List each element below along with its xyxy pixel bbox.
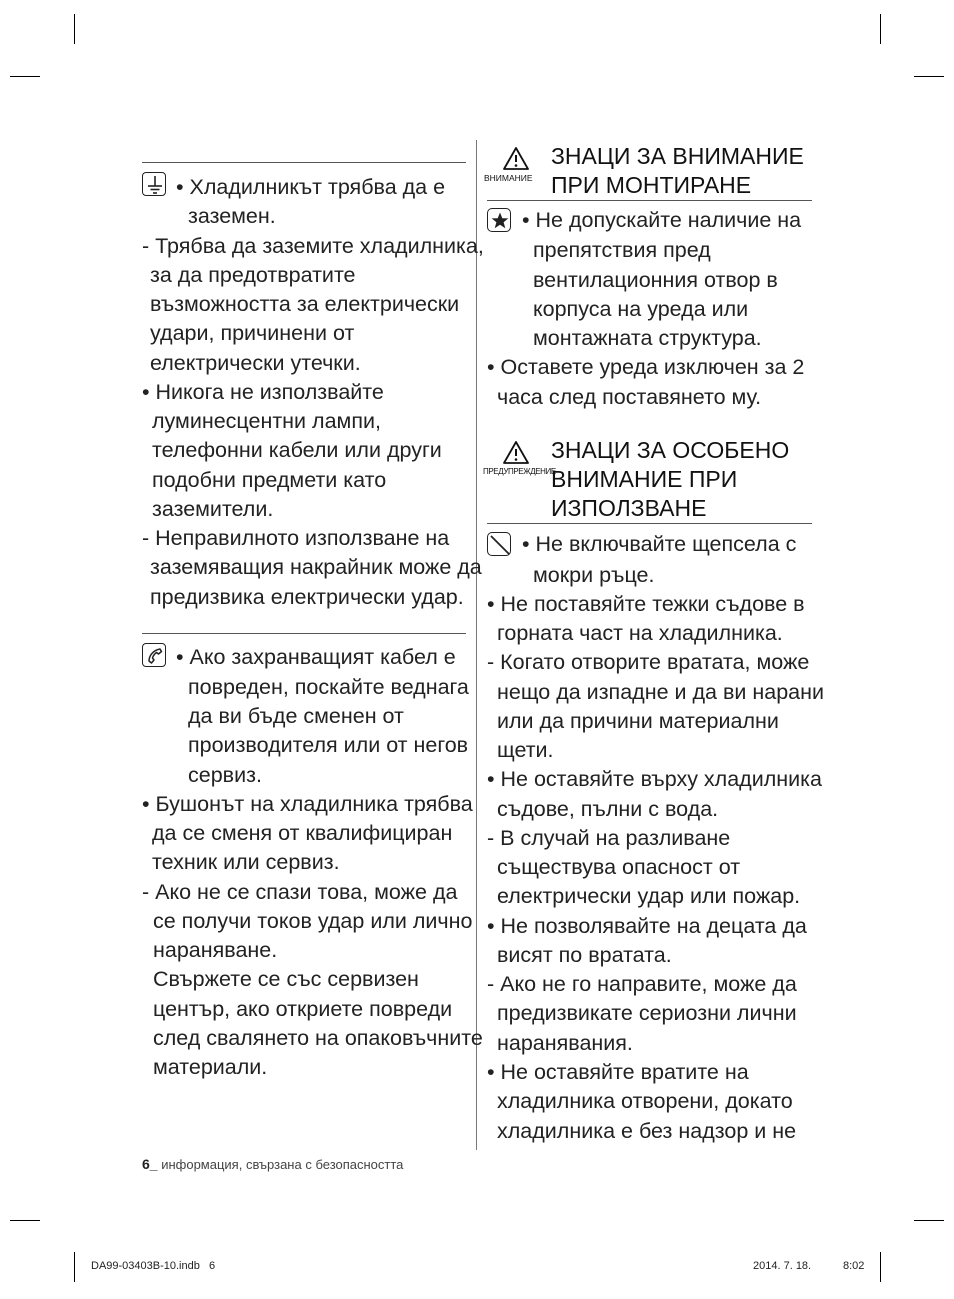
crop-mark bbox=[914, 76, 944, 77]
text-line: производителя или от негов bbox=[188, 733, 469, 757]
text-line: Свържете се със сервизен bbox=[153, 967, 419, 991]
print-file: DA99-03403B-10.indb 6 bbox=[91, 1260, 216, 1272]
text-line: нараняване. bbox=[153, 938, 278, 962]
text-line: - Трябва да заземите хладилника, bbox=[142, 234, 484, 258]
section-rule bbox=[487, 523, 812, 524]
text-line: заземен. bbox=[188, 204, 276, 228]
text-line: заземители. bbox=[152, 497, 274, 521]
text-line: се получи токов удар или лично bbox=[153, 909, 473, 933]
text-line: - Неправилното използване на bbox=[142, 526, 450, 550]
column-divider bbox=[476, 140, 477, 1150]
page-footer bbox=[142, 1156, 403, 1172]
section-heading: ЗНАЦИ ЗА ВНИМАНИЕ bbox=[551, 143, 804, 169]
star-icon bbox=[487, 208, 511, 232]
text-line: - В случай на разливане bbox=[487, 826, 731, 850]
crop-mark bbox=[880, 14, 881, 44]
text-line: часа след поставянето му. bbox=[497, 385, 762, 409]
phone-icon bbox=[142, 643, 166, 667]
warning-label: ПРЕДУПРЕЖДЕНИЕ bbox=[483, 467, 556, 476]
page-number: 6_ bbox=[142, 1156, 158, 1172]
text-line: електрически утечки. bbox=[150, 351, 361, 375]
text-line: хладилника отворени, докато bbox=[497, 1089, 793, 1113]
text-line: луминесцентни лампи, bbox=[152, 409, 381, 433]
text-line: вентилационния отвор в bbox=[533, 268, 778, 292]
text-line: да се сменя от квалифициран bbox=[152, 821, 453, 845]
crop-mark bbox=[74, 1252, 75, 1282]
text-line: наранявания. bbox=[497, 1031, 633, 1055]
text-line: електрически удар или пожар. bbox=[497, 884, 801, 908]
text-line: заземяващия накрайник може да bbox=[150, 555, 482, 579]
text-line: щети. bbox=[497, 738, 554, 762]
text-line: подобни предмети като bbox=[152, 468, 387, 492]
crop-mark bbox=[10, 76, 40, 77]
text-line: • Бушонът на хладилника трябва bbox=[142, 792, 473, 816]
text-line: • Не оставяйте върху хладилника bbox=[487, 767, 823, 791]
section-rule bbox=[142, 633, 466, 634]
text-line: център, ако откриете повреди bbox=[153, 997, 453, 1021]
text-line: за да предотвратите bbox=[150, 263, 356, 287]
text-line: корпуса на уреда или bbox=[533, 297, 749, 321]
text-line: или да причини материални bbox=[497, 709, 779, 733]
warning-label: ВНИМАНИЕ bbox=[484, 173, 533, 183]
text-line: • Не поставяйте тежки съдове в bbox=[487, 592, 805, 616]
warning-triangle-icon bbox=[502, 146, 530, 176]
ground-icon bbox=[142, 172, 166, 196]
text-line: хладилника е без надзор и не bbox=[497, 1119, 797, 1143]
crop-mark bbox=[10, 1220, 40, 1221]
text-line: предизвика електрически удар. bbox=[150, 585, 464, 609]
text-line: повреден, поскайте веднага bbox=[188, 675, 469, 699]
section-heading: ИЗПОЛЗВАНЕ bbox=[551, 495, 707, 521]
warning-triangle-icon bbox=[502, 440, 530, 470]
text-line: • Не включвайте щепсела с bbox=[522, 532, 797, 556]
text-line: висят по вратата. bbox=[497, 943, 672, 967]
text-line: сервиз. bbox=[188, 763, 262, 787]
text-line: монтажната структура. bbox=[533, 326, 762, 350]
text-line: - Когато отворите вратата, може bbox=[487, 650, 810, 674]
text-line: съществува опасност от bbox=[497, 855, 741, 879]
footer-section-title: информация, свързана с безопасността bbox=[161, 1157, 404, 1172]
section-heading: ПРИ МОНТИРАНЕ bbox=[551, 172, 752, 198]
text-line: нещо да изпадне и да ви нарани bbox=[497, 680, 824, 704]
text-line: удари, причинени от bbox=[150, 321, 355, 345]
text-line: • Не допускайте наличие на bbox=[522, 208, 802, 232]
text-line: съдове, пълни с вода. bbox=[497, 797, 719, 821]
text-line: възможността за електрически bbox=[150, 292, 460, 316]
section-heading: ЗНАЦИ ЗА ОСОБЕНО bbox=[551, 437, 790, 463]
text-line: • Никога не използвайте bbox=[142, 380, 384, 404]
section-heading: ВНИМАНИЕ ПРИ bbox=[551, 466, 738, 492]
text-line: телефонни кабели или други bbox=[152, 438, 442, 462]
text-line: • Не оставяйте вратите на bbox=[487, 1060, 749, 1084]
text-line: - Ако не го направите, може да bbox=[487, 972, 797, 996]
text-line: мокри ръце. bbox=[533, 563, 655, 587]
print-date: 2014. 7. 18. bbox=[753, 1260, 812, 1272]
text-line: да ви бъде сменен от bbox=[188, 704, 404, 728]
crop-mark bbox=[880, 1252, 881, 1282]
print-time: 8:02 bbox=[843, 1260, 865, 1272]
text-line: • Хладилникът трябва да е bbox=[176, 175, 446, 199]
text-line: след свалянето на опаковъчните bbox=[153, 1026, 483, 1050]
section-rule bbox=[142, 162, 466, 163]
text-line: горната част на хладилника. bbox=[497, 621, 783, 645]
text-line: - Ако не се спази това, може да bbox=[142, 880, 458, 904]
text-line: предизвикате сериозни лични bbox=[497, 1001, 797, 1025]
prohibited-icon bbox=[487, 532, 511, 556]
crop-mark bbox=[914, 1220, 944, 1221]
crop-mark bbox=[74, 14, 75, 44]
text-line: • Не позволявайте на децата да bbox=[487, 914, 807, 938]
text-line: • Ако захранващият кабел е bbox=[176, 645, 456, 669]
text-line: • Оставете уреда изключен за 2 bbox=[487, 355, 805, 379]
text-line: техник или сервиз. bbox=[152, 850, 340, 874]
text-line: препятствия пред bbox=[533, 238, 711, 262]
text-line: материали. bbox=[153, 1055, 268, 1079]
section-rule bbox=[487, 200, 812, 201]
